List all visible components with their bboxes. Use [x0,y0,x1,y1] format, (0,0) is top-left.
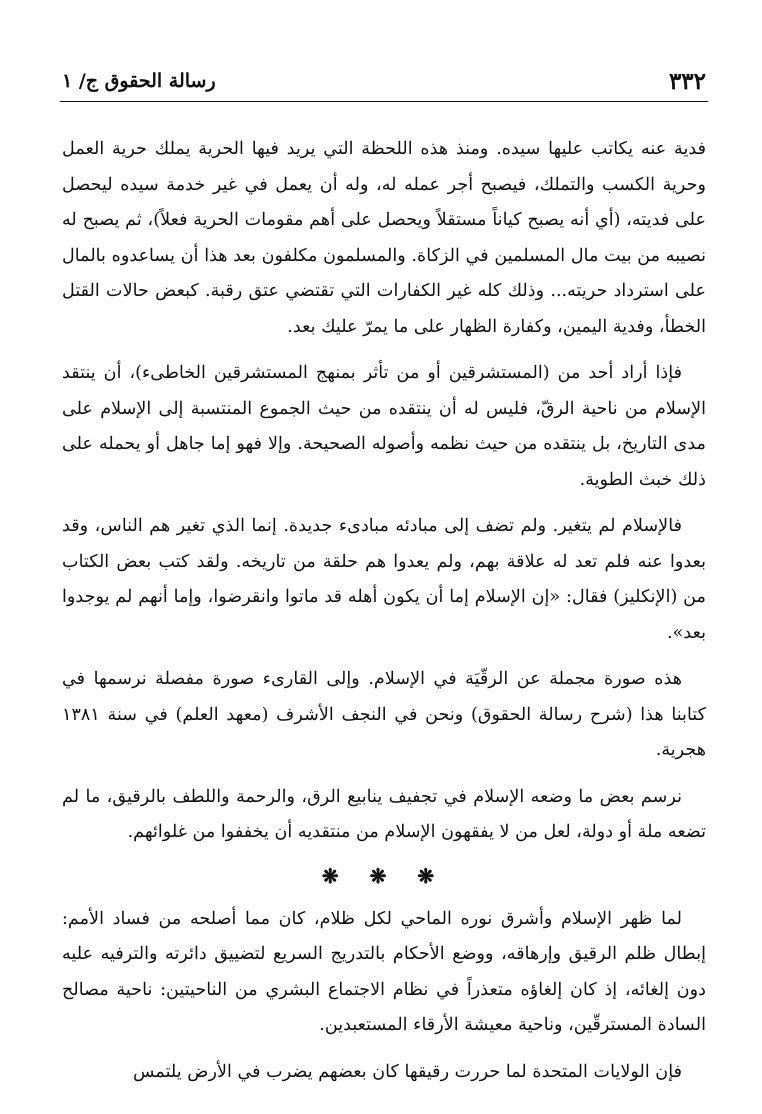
paragraph: فدية عنه يكاتب عليها سيده. ومنذ هذه اللحظة التي يريد فيها الحرية يملك حرية العمل وحرية الكسب والتملك، فيصبح أجر عمله له، وله أن يعمل في غير خدمة سيده ليحصل على فديته، (أي أنه يصبح كياناً مستقلاً ويحصل على أهم مقومات الحرية فعلاً)، ثم يصبح له نصيبه من بيت مال المسلمين في الزكاة. والمسلمون مكلفون بعد هذا أن يساعدوه بالمال على استرداد حريته... وذلك كله غير الكفارات التي تقتضي عتق رقبة. كبعض حالات القتل الخطأ، وفدية اليمين، وكفارة الظهار على ما يمرّ عليك بعد. [62,139,706,337]
running-title: رسالة الحقوق ج/ ١ [62,70,216,92]
paragraph: لما ظهر الإسلام وأشرق نوره الماحي لكل ظلام، كان مما أصلحه من فساد الأمم: إبطال ظلم الرقيق وإرهاقه، ووضع الأحكام بالتدريج السريع لتضييق دائرته والترفيه عليه دون إلغائه، إذ كان إلغاؤه متعذراً في نظام الاجتماع البشري من الناحيتين: ناحية مصالح السادة المسترقّين، وناحية معيشة الأرقاء المستعبدين. [62,908,706,1035]
paragraph: فإن الولايات المتحدة لما حررت رقيقها كان بعضهم يضرب في الأرض يلتمس [133,1061,682,1082]
section-divider-ornament: ❋ ❋ ❋ [321,863,447,888]
body-text [62,132,706,1101]
paragraph: فالإسلام لم يتغير. ولم تضف إلى مبادئه مبادىء جديدة. إنما الذي تغير هم الناس، وقد بعدوا عنه فلم تعد له علاقة بهم، ولم يعدوا هم حلقة من تاريخه. ولقد كتب بعض الكتاب من (الإنكليز) فقال: «إن الإسلام إما أن يكون أهله قد ماتوا وانقرضوا، وإما أنهم لم يوجدوا بعد». [62,516,706,643]
page-header [62,68,706,98]
paragraph: نرسم بعض ما وضعه الإسلام في تجفيف ينابيع الرق، والرحمة واللطف بالرقيق، ما لم تضعه ملة أو دولة، لعل من لا يفقهون الإسلام من منتقديه أن يخففوا من غلوائهم. [62,786,706,842]
page-number: ٣٣٢ [668,68,706,95]
paragraph: فإذا أراد أحد من (المستشرقين أو من تأثر بمنهج المستشرقين الخاطىء)، أن ينتقد الإسلام من ناحية الرقّ، فليس له أن ينتقده من حيث الجموع المنتسبة إلى الإسلام على مدى التاريخ، بل ينتقده من حيث نظمه وأصوله الصحيحة. وإلا فهو إما جاهل أو يحمله على ذلك خبث الطوية. [62,363,706,490]
paragraph: هذه صورة مجملة عن الرقّيَة في الإسلام. وإلى القارىء صورة مفصلة نرسمها في كتابنا هذا (شرح رسالة الحقوق) ونحن في النجف الأشرف (معهد العلم) في سنة ١٣٨١ هجرية. [62,669,706,760]
header-rule [60,101,708,102]
